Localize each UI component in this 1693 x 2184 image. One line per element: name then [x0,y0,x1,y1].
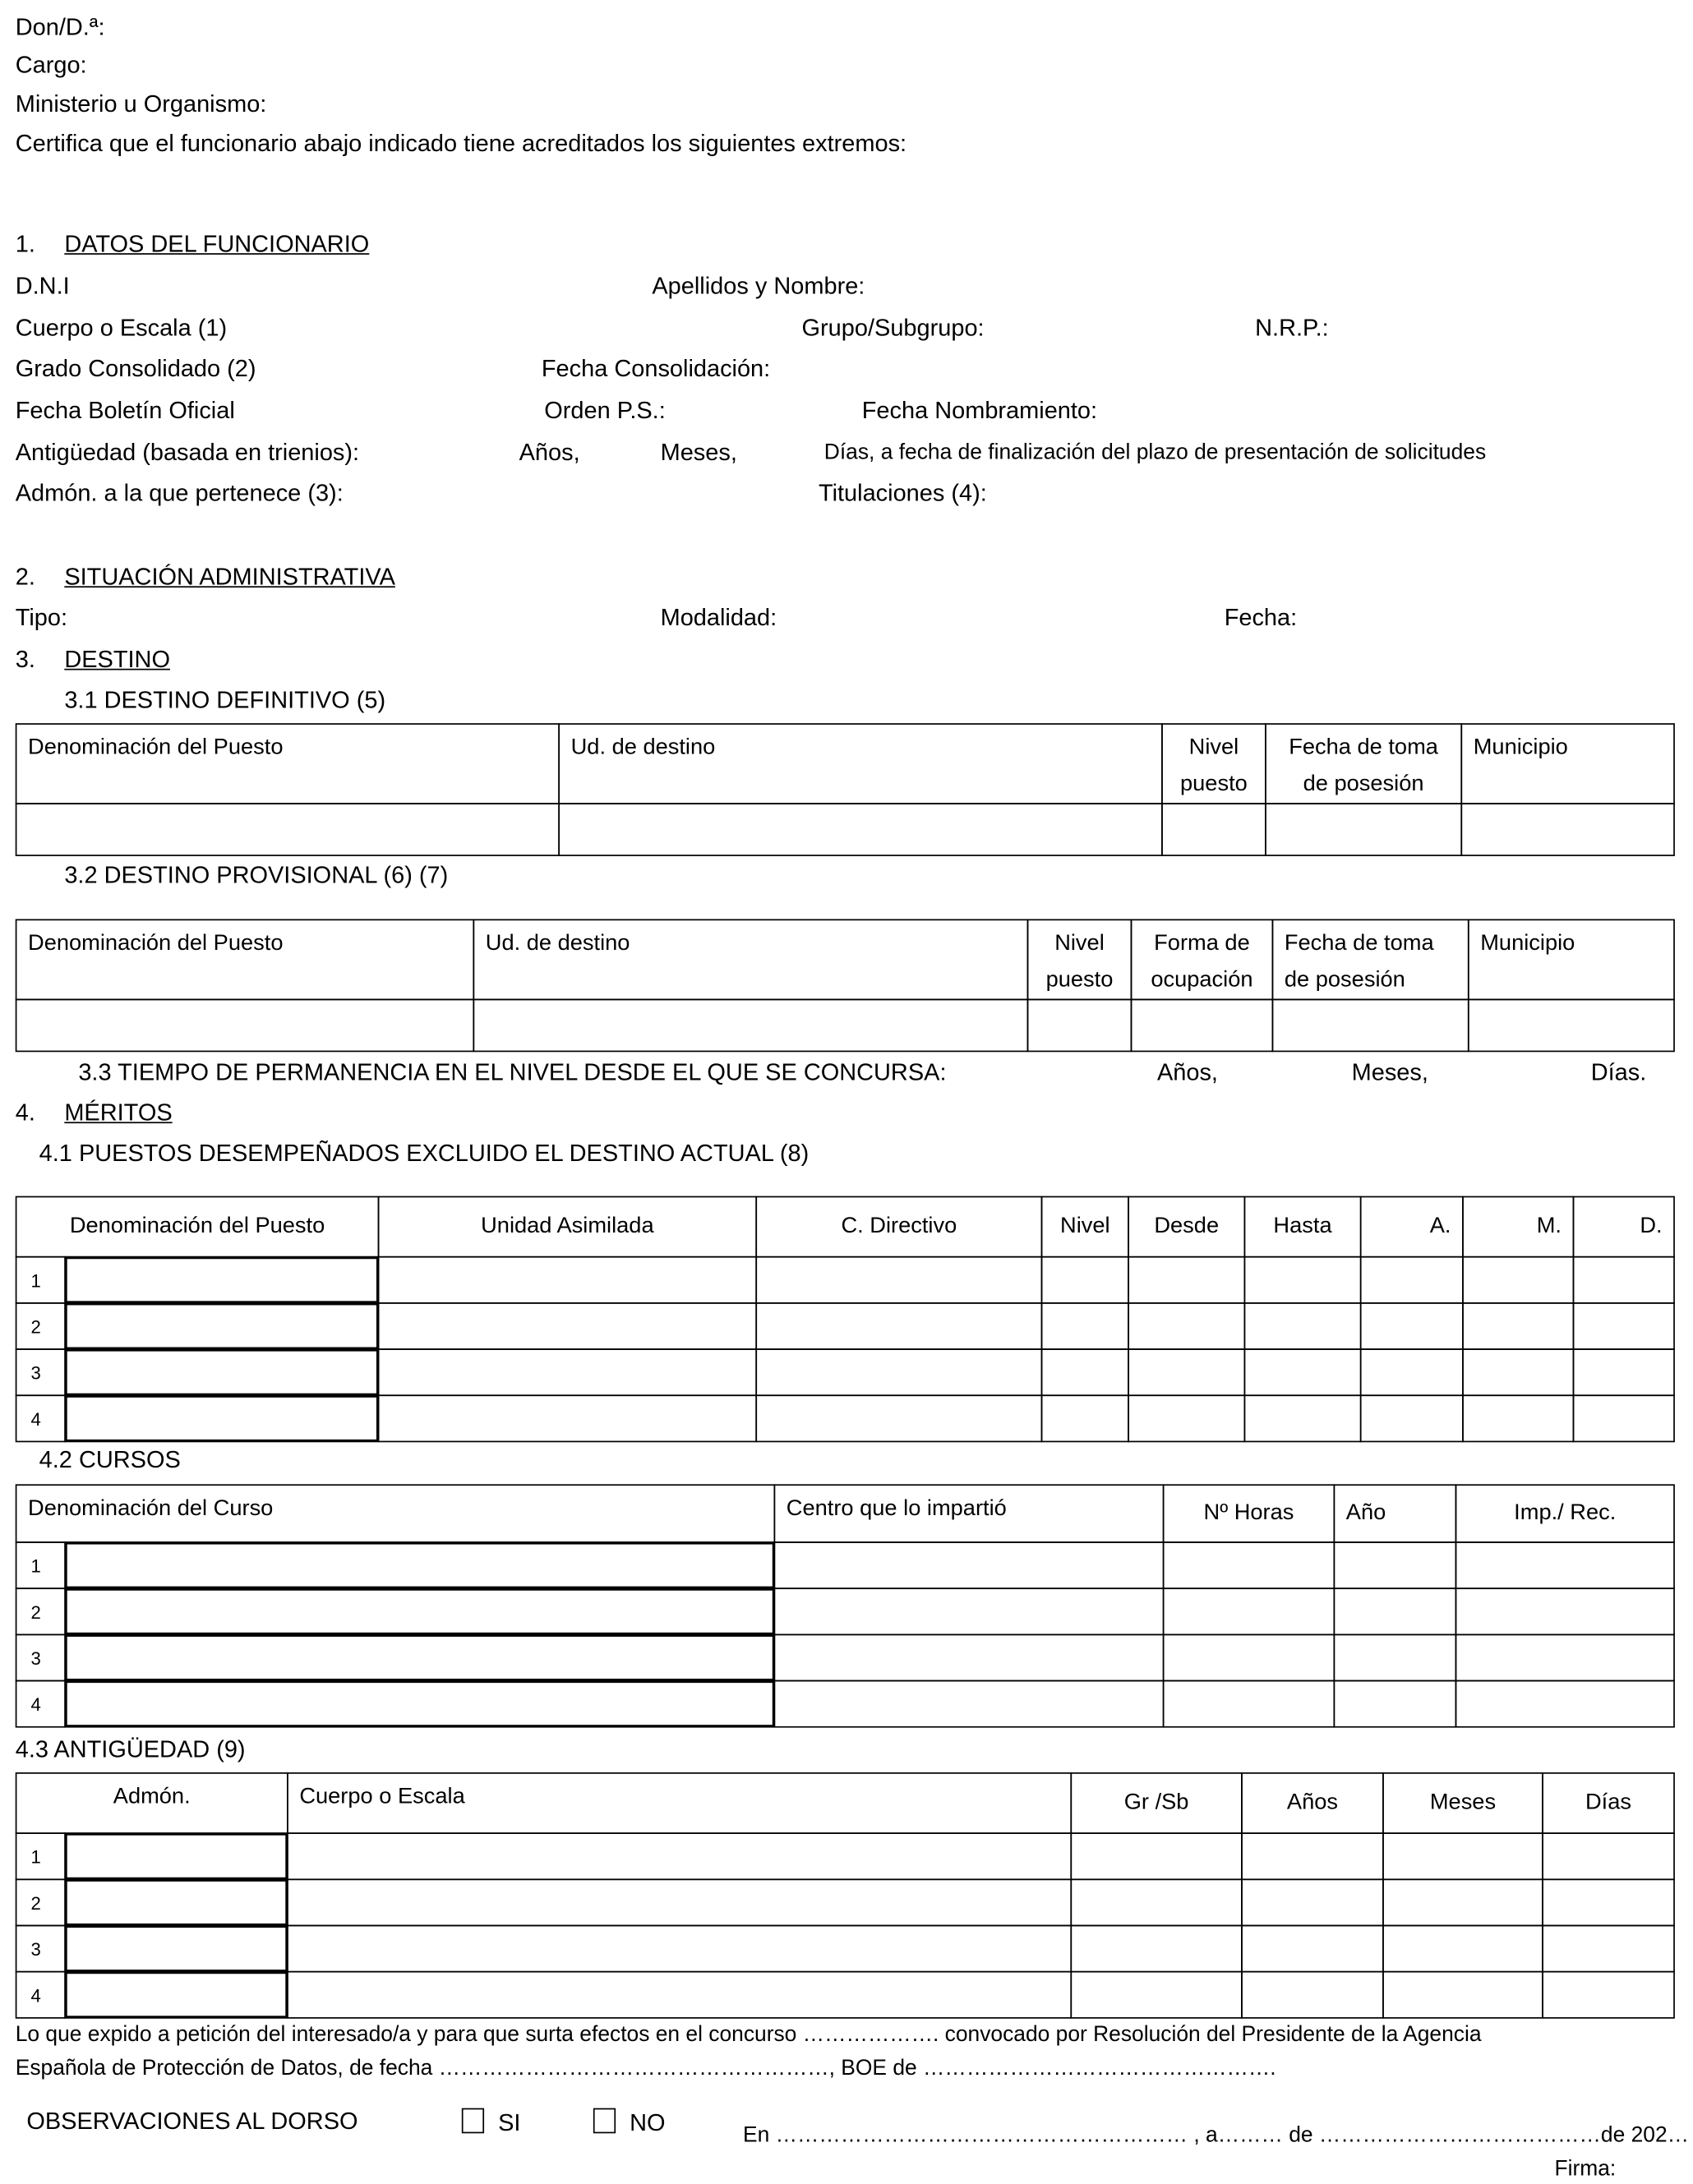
puestos-table-row-cell[interactable] [1573,1394,1675,1442]
permanencia-heading: 3.3 TIEMPO DE PERMANENCIA EN EL NIVEL DESDE EL QUE SE CONCURSA: [78,1058,947,1086]
puestos-table-row-cell[interactable] [1128,1394,1245,1442]
antiguedad-table-row-cell[interactable] [64,1832,288,1880]
cursos-table-row-cell[interactable] [773,1634,1164,1682]
destino-provisional-table-row-cell[interactable] [1131,999,1274,1053]
puestos-table-header-cell-label: Denominación del Puesto [69,1214,325,1238]
antiguedad-label: Antigüedad (basada en trienios): [15,439,360,466]
puestos-table-row-number [16,1394,66,1442]
destino-provisional-table-row-cell[interactable] [1468,999,1675,1053]
puestos-table-row-cell[interactable] [1041,1256,1129,1304]
cursos-table-row-number-label: 2 [30,1601,41,1623]
puestos-table-header-cell [755,1196,1042,1258]
antiguedad-table-row-cell[interactable] [1070,1832,1242,1880]
cursos-table-row-cell[interactable] [1163,1587,1335,1635]
tipo-label: Tipo: [15,604,68,631]
puestos-table-header-cell-label: M. [1536,1214,1562,1238]
destino-definitivo-table-row-cell[interactable] [1265,803,1462,856]
antiguedad-table-header-cell [287,1772,1072,1834]
modalidad-label: Modalidad: [660,604,777,631]
antiguedad-table-row-number [16,1832,66,1880]
antiguedad-table-row-number-label: 3 [30,1938,41,1961]
puestos-table-row-cell[interactable] [1128,1302,1245,1350]
cursos-table-row-number-label: 1 [30,1555,41,1577]
cursos-table-header-cell-label: Nº Horas [1203,1500,1294,1525]
puestos-table-row-number [16,1256,66,1304]
antiguedad-table-header-cell [16,1772,288,1834]
destino-definitivo-table-header-cell-label: Municipio [1473,735,1568,760]
cursos-table-row-cell[interactable] [1455,1634,1675,1682]
antiguedad-table-row-cell[interactable] [287,1971,1072,2019]
antiguedad-table-row-number-label: 2 [30,1892,41,1914]
antiguedad-table-header-cell-label: Cuerpo o Escala [299,1785,465,1809]
puestos-table-header-cell-label: D. [1640,1214,1663,1238]
no-checkbox[interactable] [593,2108,616,2134]
cursos-table-row-number [16,1541,66,1589]
dni-label: D.N.I [15,272,70,300]
si-label: SI [498,2109,521,2136]
antiguedad-table-row-cell[interactable] [1241,1878,1384,1926]
cursos-table-row-cell[interactable] [773,1587,1164,1635]
destino-provisional-table-header-cell [16,919,474,1001]
puestos-table-header-cell-label: Unidad Asimilada [481,1214,654,1238]
cursos-table-row-cell[interactable] [1163,1634,1335,1682]
section3-title: DESTINO [64,646,170,673]
destino-definitivo-heading: 3.1 DESTINO DEFINITIVO (5) [64,686,386,714]
antiguedad-table-row-cell[interactable] [1542,1925,1675,1973]
destino-definitivo-table-row-cell[interactable] [1460,803,1674,856]
section2-number: 2. [15,564,35,591]
cursos-table-row-cell[interactable] [1455,1680,1675,1728]
si-checkbox[interactable] [462,2108,484,2134]
section1-title: DATOS DEL FUNCIONARIO [64,230,370,258]
section1-number: 1. [15,230,35,258]
destino-provisional-table-header-cell-label: Municipio [1480,931,1575,956]
puestos-table-row-cell[interactable] [378,1394,757,1442]
antiguedad-table-row-number [16,1925,66,1973]
section4-number: 4. [15,1099,35,1127]
cursos-table-header-cell-label: Año [1345,1500,1386,1525]
destino-provisional-table-header-cell [1468,919,1675,1001]
nrp-label: N.R.P.: [1255,315,1329,342]
cursos-table-header-cell [1333,1484,1456,1543]
destino-definitivo-table-header-cell-label: Fecha de toma de posesión [1289,735,1438,796]
puestos-table-row-cell[interactable] [378,1348,757,1396]
puestos-table-row-cell[interactable] [64,1394,379,1442]
destino-provisional-table-header-cell-label: Forma de ocupación [1151,931,1253,993]
antiguedad-table-row-cell[interactable] [1382,1832,1543,1880]
antiguedad-table-row-cell[interactable] [1382,1925,1543,1973]
puestos-table-row-cell[interactable] [1244,1394,1362,1442]
cursos-table-row-cell[interactable] [64,1541,775,1589]
destino-provisional-table-header-cell-label: Nivel puesto [1045,931,1114,993]
puestos-table-header-cell-label: Desde [1154,1214,1220,1238]
antiguedad-table-row-cell[interactable] [1382,1971,1543,2019]
cursos-table-row-cell[interactable] [1333,1541,1456,1589]
antiguedad-table-row-cell[interactable] [1070,1971,1242,2019]
puestos-table-row-cell[interactable] [1462,1302,1574,1350]
destino-definitivo-table-header-cell [1265,723,1462,804]
puestos-table-row-cell[interactable] [755,1394,1042,1442]
cursos-table-header-cell [1163,1484,1335,1543]
puestos-table-row-cell[interactable] [1128,1348,1245,1396]
cursos-table-row-cell[interactable] [1333,1587,1456,1635]
fecha-boletin-label: Fecha Boletín Oficial [15,397,235,424]
destino-definitivo-table-header-cell-label: Denominación del Puesto [28,735,284,760]
antiguedad-table-row-cell[interactable] [1382,1878,1543,1926]
cursos-table-row-cell[interactable] [64,1587,775,1635]
puestos-table-row-cell[interactable] [64,1256,379,1304]
fecha-label: Fecha: [1224,604,1298,631]
certifica-text: Certifica que el funcionario abajo indicado tiene acreditados los siguientes extremos: [15,130,907,157]
puestos-table-row-number [16,1348,66,1396]
antiguedad-table-row-cell[interactable] [287,1925,1072,1973]
titulaciones-label: Titulaciones (4): [818,479,987,507]
antiguedad-anos: Años, [519,439,580,466]
puestos-table-row-cell[interactable] [1360,1302,1464,1350]
cursos-table-header-cell [773,1484,1164,1543]
antiguedad-table-row-cell[interactable] [1542,1878,1675,1926]
antiguedad-table-row-cell[interactable] [64,1971,288,2019]
destino-definitivo-table-header-cell [1161,723,1266,804]
antiguedad-table-header-cell [1241,1772,1384,1834]
footer-text-line2: Española de Protección de Datos, de fecha ………………………………………………, BOE de …………………………………………. [15,2056,1276,2080]
fecha-nombramiento-label: Fecha Nombramiento: [861,397,1098,424]
puestos-table-header-cell-label: Hasta [1273,1214,1332,1238]
antiguedad-table-row-number-label: 4 [30,1984,41,2007]
puestos-table-header-cell [1462,1196,1574,1258]
puestos-table-row-cell[interactable] [1041,1302,1129,1350]
antiguedad-table-row-cell[interactable] [64,1925,288,1973]
antiguedad-table-header-cell-label: Gr /Sb [1123,1790,1189,1815]
admon-label: Admón. a la que pertenece (3): [15,479,344,507]
antiguedad-table-row-cell[interactable] [1070,1925,1242,1973]
section4-title: MÉRITOS [64,1099,173,1127]
puestos-table-row-cell[interactable] [1462,1256,1574,1304]
cursos-table-row-number [16,1587,66,1635]
antiguedad-table-header-cell-label: Años [1286,1790,1338,1815]
antiguedad-table-header-cell-label: Admón. [113,1785,191,1809]
cargo-label: Cargo: [15,51,87,79]
destino-provisional-table-header-cell-label: Denominación del Puesto [28,931,284,956]
antiguedad-table-header-cell-label: Meses [1429,1790,1497,1815]
puestos-table-row-cell[interactable] [1041,1394,1129,1442]
antiguedad-meses: Meses, [660,439,737,466]
puestos-table-header-cell [1244,1196,1362,1258]
destino-definitivo-table-header-cell [558,723,1162,804]
ministerio-label: Ministerio u Organismo: [15,90,267,118]
permanencia-meses: Meses, [1351,1058,1428,1086]
antiguedad-table-row-cell[interactable] [287,1878,1072,1926]
cursos-table-header-cell-label: Denominación del Curso [28,1496,274,1521]
cursos-table-row-cell[interactable] [1455,1587,1675,1635]
puestos-table-row-cell[interactable] [1360,1256,1464,1304]
no-label: NO [630,2109,666,2136]
destino-provisional-table-header-cell [473,919,1028,1001]
destino-provisional-table-row-cell[interactable] [1272,999,1469,1053]
antiguedad-table-header-cell [1542,1772,1675,1834]
firma-label: Firma: [1554,2157,1617,2182]
cursos-table-row-number [16,1680,66,1728]
puestos-table-row-cell[interactable] [1462,1348,1574,1396]
destino-provisional-table-header-cell-label: Ud. de destino [485,931,630,956]
antiguedad-table-header-cell-label: Días [1585,1790,1632,1815]
antiguedad-table-row-cell[interactable] [64,1878,288,1926]
don-label: Don/D.ª: [15,14,105,41]
puestos-table-header-cell-label: A. [1429,1214,1451,1238]
grado-label: Grado Consolidado (2) [15,355,256,382]
puestos-table-row-cell[interactable] [1573,1302,1675,1350]
destino-provisional-table-header-cell [1027,919,1133,1001]
antiguedad-dias: Días, a fecha de finalización del plazo de presentación de solicitudes [823,440,1487,465]
puestos-heading: 4.1 PUESTOS DESEMPEÑADOS EXCLUIDO EL DESTINO ACTUAL (8) [39,1140,810,1167]
cursos-table-row-number-label: 4 [30,1693,41,1716]
destino-provisional-heading: 3.2 DESTINO PROVISIONAL (6) (7) [64,861,449,889]
cursos-table-row-cell[interactable] [773,1541,1164,1589]
destino-provisional-table-header-cell [1272,919,1469,1001]
puestos-table-row-cell[interactable] [1041,1348,1129,1396]
puestos-table-row-cell[interactable] [755,1302,1042,1350]
antiguedad-table-header-cell [1382,1772,1543,1834]
cursos-table-row-cell[interactable] [1163,1680,1335,1728]
place-date-line: En ………………………………………………… , a……… de …………………………………de 202… [743,2123,1690,2148]
puestos-table-header-cell [16,1196,380,1258]
apellidos-label: Apellidos y Nombre: [652,272,865,300]
destino-provisional-table-row-cell[interactable] [16,999,474,1053]
antiguedad-table-row-cell[interactable] [287,1832,1072,1880]
cursos-table-row-cell[interactable] [64,1634,775,1682]
section3-number: 3. [15,646,35,673]
destino-definitivo-table-row-cell[interactable] [16,803,560,856]
destino-definitivo-table-row-cell[interactable] [1161,803,1266,856]
antiguedad-table-row-cell[interactable] [1070,1878,1242,1926]
puestos-table-header-cell [1128,1196,1245,1258]
antiguedad-table-row-cell[interactable] [1542,1832,1675,1880]
destino-provisional-table-row-cell[interactable] [1027,999,1133,1053]
puestos-table-row-number-label: 2 [30,1316,41,1338]
antiguedad-table-row-number [16,1878,66,1926]
destino-definitivo-table-header-cell-label: Nivel puesto [1180,735,1248,796]
puestos-table-header-cell-label: C. Directivo [841,1214,957,1238]
puestos-table-header-cell [378,1196,757,1258]
antiguedad-table-header-cell [1070,1772,1242,1834]
puestos-table-row-cell[interactable] [1128,1256,1245,1304]
puestos-table-row-cell[interactable] [1573,1256,1675,1304]
cursos-table-row-number [16,1634,66,1682]
puestos-table-header-cell [1041,1196,1129,1258]
cursos-table-header-cell-label: Centro que lo impartió [786,1496,1007,1521]
permanencia-dias: Días. [1590,1058,1647,1086]
puestos-table-row-number-label: 1 [30,1269,41,1292]
puestos-table-row-cell[interactable] [1244,1302,1362,1350]
destino-definitivo-table-row-cell[interactable] [558,803,1162,856]
puestos-table-row-cell[interactable] [378,1302,757,1350]
antiguedad-table-row-cell[interactable] [1241,1925,1384,1973]
cursos-heading: 4.2 CURSOS [39,1446,181,1473]
antiguedad-table-row-cell[interactable] [1241,1832,1384,1880]
puestos-table-row-cell[interactable] [755,1256,1042,1304]
grupo-label: Grupo/Subgrupo: [801,315,985,342]
orden-label: Orden P.S.: [544,397,666,424]
puestos-table-header-cell [1573,1196,1675,1258]
permanencia-anos: Años, [1156,1058,1218,1086]
footer-text-line1: Lo que expido a petición del interesado/a y para que surta efectos en el concurso ………………. convocado por Resolución del Presidente de la Agencia [15,2022,1482,2047]
puestos-table-row-cell[interactable] [378,1256,757,1304]
puestos-table-header-cell [1360,1196,1464,1258]
puestos-table-row-cell[interactable] [1573,1348,1675,1396]
destino-provisional-table-header-cell [1131,919,1274,1001]
cursos-table-header-cell [16,1484,775,1543]
observaciones-label: OBSERVACIONES AL DORSO [26,2108,358,2136]
puestos-table-row-cell[interactable] [1360,1394,1464,1442]
cursos-table-header-cell [1455,1484,1675,1543]
antiguedad-table-row-cell[interactable] [1542,1971,1675,2019]
cursos-table-row-number-label: 3 [30,1647,41,1670]
cursos-table-header-cell-label: Imp./ Rec. [1514,1500,1617,1525]
cuerpo-label: Cuerpo o Escala (1) [15,315,228,342]
section2-title: SITUACIÓN ADMINISTRATIVA [64,564,395,591]
cursos-table-row-cell[interactable] [1455,1541,1675,1589]
cursos-table-row-cell[interactable] [1333,1634,1456,1682]
cursos-table-row-cell[interactable] [773,1680,1164,1728]
puestos-table-row-cell[interactable] [64,1302,379,1350]
fecha-consolidacion-label: Fecha Consolidación: [541,355,771,382]
antiguedad-table-row-cell[interactable] [1241,1971,1384,2019]
antiguedad-table-row-number-label: 1 [30,1846,41,1868]
cursos-table-row-cell[interactable] [1163,1541,1335,1589]
puestos-table-row-number [16,1302,66,1350]
destino-provisional-table-header-cell-label: Fecha de toma de posesión [1284,931,1434,993]
cursos-table-row-cell[interactable] [64,1680,775,1728]
destino-definitivo-table-header-cell [1460,723,1674,804]
puestos-table-row-cell[interactable] [1360,1348,1464,1396]
puestos-table-header-cell-label: Nivel [1060,1214,1110,1238]
destino-definitivo-table-header-cell [16,723,560,804]
observaciones-si-option[interactable] [462,2108,521,2138]
puestos-table-row-number-label: 4 [30,1408,41,1430]
destino-provisional-table-row-cell[interactable] [473,999,1028,1053]
destino-definitivo-table-header-cell-label: Ud. de destino [570,735,716,760]
puestos-table-row-cell[interactable] [1462,1394,1574,1442]
antiguedad-heading: 4.3 ANTIGÜEDAD (9) [15,1735,246,1763]
cursos-table-row-cell[interactable] [1333,1680,1456,1728]
puestos-table-row-cell[interactable] [1244,1348,1362,1396]
observaciones-no-option[interactable] [593,2108,666,2138]
puestos-table-row-cell[interactable] [755,1348,1042,1396]
puestos-table-row-cell[interactable] [64,1348,379,1396]
puestos-table-row-number-label: 3 [30,1362,41,1384]
puestos-table-row-cell[interactable] [1244,1256,1362,1304]
antiguedad-table-row-number [16,1971,66,2019]
